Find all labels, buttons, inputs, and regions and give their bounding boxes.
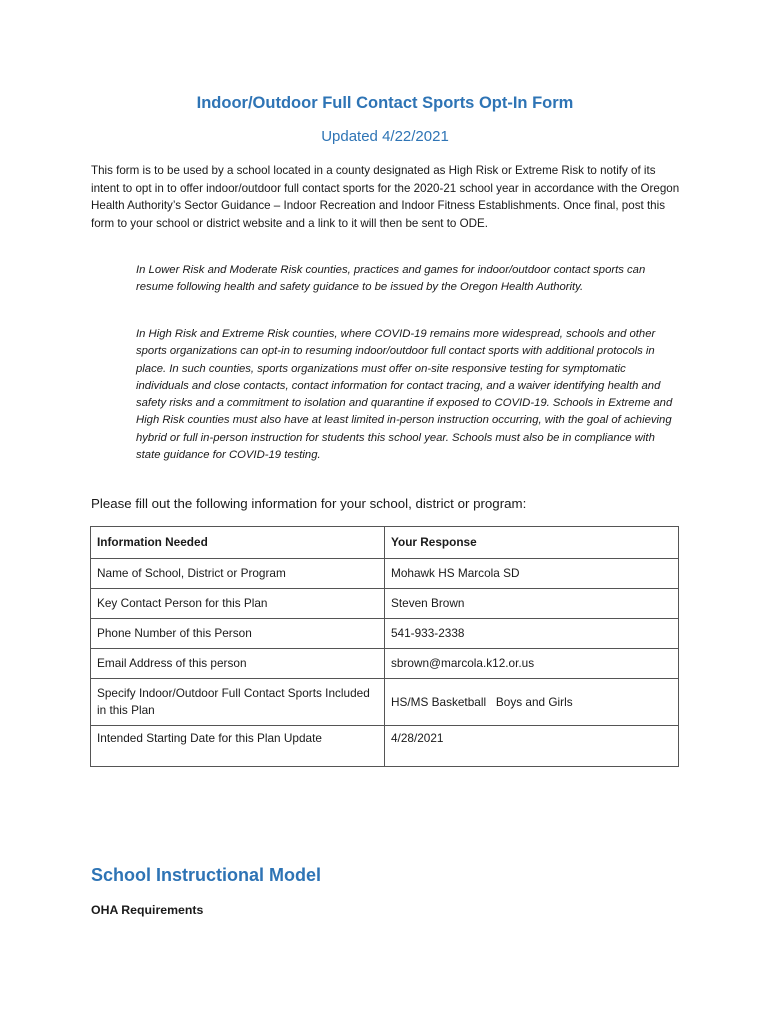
form-title: Indoor/Outdoor Full Contact Sports Opt-In Form — [196, 94, 574, 112]
table-row — [91, 679, 679, 726]
row-label: Specify Indoor/Outdoor Full Contact Sports Included in this Plan — [91, 679, 385, 726]
row-value[interactable]: 541-933-2338 — [385, 619, 679, 649]
row-value[interactable]: sbrown@marcola.k12.or.us — [385, 649, 679, 679]
table-row — [91, 726, 679, 767]
updated-date: Updated 4/22/2021 — [321, 128, 449, 145]
table-row — [91, 559, 679, 589]
row-value[interactable]: HS/MS Basketball Boys and Girls — [385, 679, 679, 726]
table-row — [91, 649, 679, 679]
information-table — [90, 526, 679, 767]
table-row — [91, 619, 679, 649]
table-header-row — [91, 527, 679, 559]
row-value[interactable]: Steven Brown — [385, 589, 679, 619]
fill-prompt: Please fill out the following information for your school, district or program: — [91, 496, 527, 511]
row-label: Email Address of this person — [91, 649, 385, 679]
section-heading: School Instructional Model — [91, 865, 322, 885]
section-subheading: OHA Requirements — [91, 903, 204, 917]
intro-paragraph: This form is to be used by a school located in a county designated as High Risk or Extreme Risk to notify of its intent to opt in to offer indoor/outdoor full contact sports for the 2020-21 school year in accordance with the Oregon Health Authority’s Sector Guidance – Indoor Recreation and Indoor Fitness Establishments. Once final, post this form to your school or district website and a link to it will then be sent to ODE. — [91, 164, 680, 230]
row-value[interactable]: 4/28/2021 — [385, 726, 679, 767]
row-label: Phone Number of this Person — [91, 619, 385, 649]
high-risk-paragraph: In High Risk and Extreme Risk counties, where COVID-19 remains more widespread, schools and other sports organizations can opt-in to resuming indoor/outdoor full contact sports with additional protocols in place. In such counties, sports organizations must offer on-site responsive testing for symptomatic individuals and close contacts, contact information for contact tracing, and a waiver identifying health and safety risks and a commitment to isolation and quarantine if exposed to COVID-19. Schools in Extreme and High Risk counties must also have at least limited in-person instruction occurring, with the goal of achieving hybrid or full in-person instruction for students this school year. Schools must also be in compliance with state guidance for COVID-19 testing. — [136, 328, 673, 462]
lower-risk-paragraph: In Lower Risk and Moderate Risk counties, practices and games for indoor/outdoor contact sports can resume following health and safety guidance to be issued by the Oregon Health Authority. — [136, 264, 646, 294]
table-row — [91, 589, 679, 619]
row-label: Key Contact Person for this Plan — [91, 589, 385, 619]
row-label: Name of School, District or Program — [91, 559, 385, 589]
row-value[interactable]: Mohawk HS Marcola SD — [385, 559, 679, 589]
header-your-response: Your Response — [385, 527, 679, 559]
header-information-needed: Information Needed — [91, 527, 385, 559]
row-label: Intended Starting Date for this Plan Update — [91, 726, 385, 767]
